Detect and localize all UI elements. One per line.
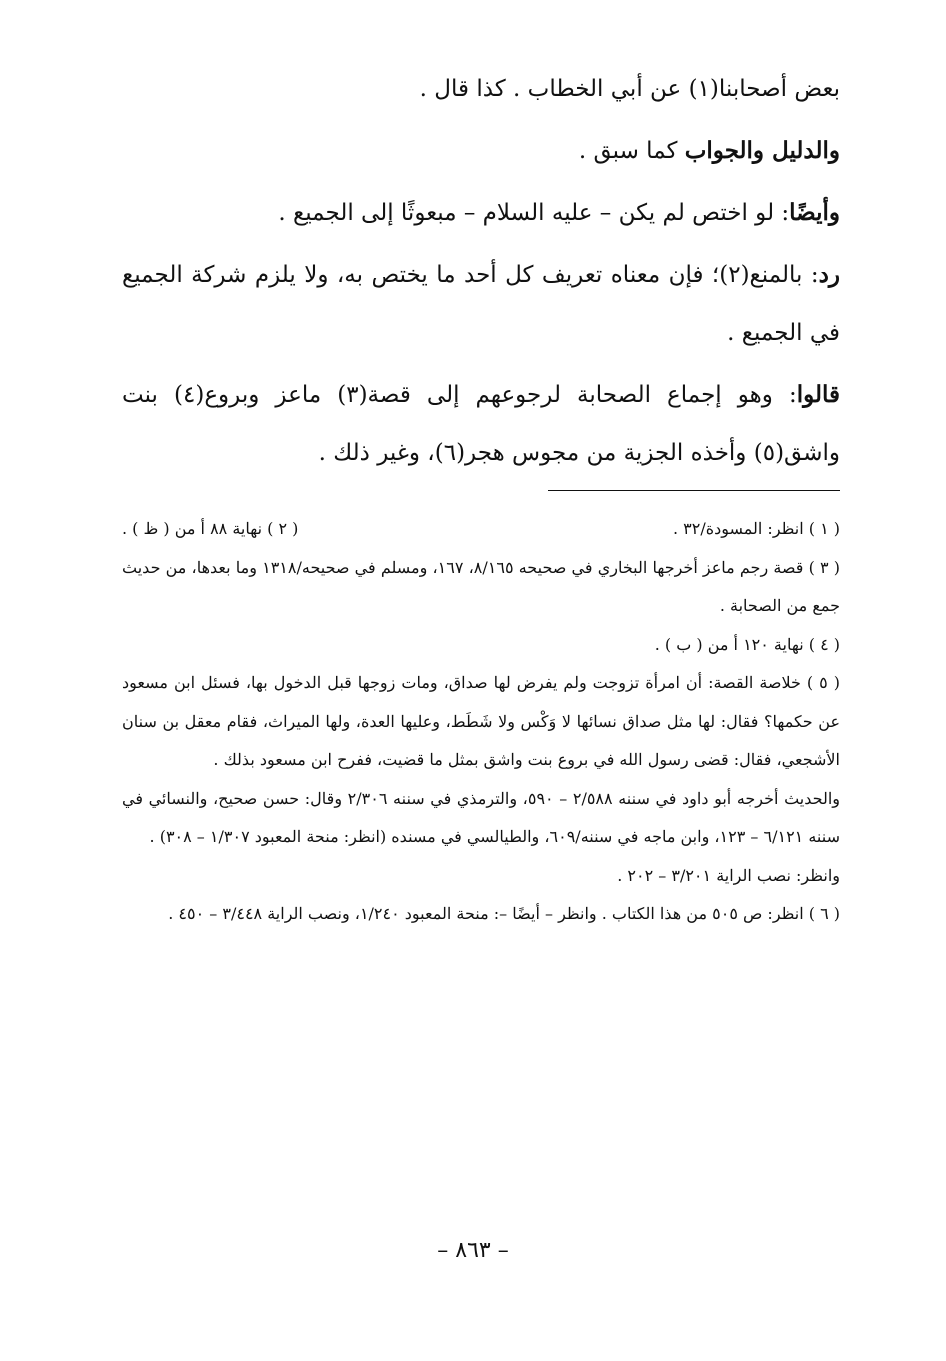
main-text-1: بعض أصحابنا(١) عن أبي الخطاب . كذا قال . [419,76,840,102]
lead-word-3: وأيضًا [789,199,840,226]
footnote-3: ( ٣ ) قصة رجم ماعز أخرجها البخاري في صحيحه ٨/١٦٥، ١٦٧، ومسلم في صحيحه/١٣١٨ وما بعدها، من حديث جمع من الصحابة . [122,557,841,615]
lead-word-5: قالوا [796,381,841,408]
footnote-row-1-2 [122,510,840,549]
main-paragraph-5 [122,366,840,482]
footnotes [122,510,840,934]
main-paragraph-1 [122,60,840,118]
lead-word-2: والدليل والجواب [684,137,840,164]
main-text-2: كما سبق . [578,138,685,164]
lead-word-4: رد [818,261,840,288]
footnote-1: ( ١ ) انظر: المسودة/٣٢ . [672,519,840,538]
footnote-4: ( ٤ ) نهاية ١٢٠ أ من ( ب ) . [654,634,840,654]
main-paragraph-2 [122,122,840,180]
main-text-4: : بالمنع(٢)؛ فإن معناه تعريف كل أحد ما يختص به، ولا يلزم شركة الجميع في الجميع . [122,262,840,346]
main-paragraph-4 [122,246,840,362]
footnote-2: ( ٢ ) نهاية ٨٨ أ من ( ظ ) . [122,519,299,538]
footnote-5-hadith: والحديث أخرجه أبو داود في سننه ٢/٥٨٨ – ٥٩٠، والترمذي في سننه ٢/٣٠٦ وقال: حسن صحيح، والنسائي في سننه ٦/١٢١ – ١٢٣، وابن ماجه في سننه/٦٠٩، والطيالسي في مسنده (انظر: منحة المعبود ١/٣٠٧ – ٣٠٨) . [122,788,841,846]
main-text-5: : وهو إجماع الصحابة لرجوعهم إلى قصة(٣) ماعز وبروع(٤) بنت واشق(٥) وأخذه الجزية من مجوس هجر(٦)، وغير ذلك . [122,382,840,466]
footnote-5-see-also: وانظر: نصب الراية ٣/٢٠١ – ٢٠٢ . [617,865,840,885]
main-text-3: : لو اختص لم يكن – عليه السلام – مبعوثًا إلى الجميع . [278,200,790,226]
footnote-separator [548,490,840,491]
page-body [122,60,841,923]
footnote-5: ( ٥ ) خلاصة القصة: أن امرأة تزوجت ولم يفرض لها صداق، ومات زوجها قبل الدخول بها، فسئل ابن مسعود عن حكمها؟ فقال: لها مثل صداق نسائها لا وَكْس ولا شَطَط، وعليها العدة، ولها الميراث، فقام معقل بن سنان الأشجعي، فقال: قضى رسول الله في بروع بنت واشق بمثل ما قضيت، ففرح ابن مسعود بذلك . [122,673,840,769]
footnote-6: ( ٦ ) انظر: ص ٥٠٥ من هذا الكتاب . وانظر – أيضًا –: منحة المعبود ١/٢٤٠، ونصب الراية ٣/٤٤٨ – ٤٥٠ . [168,904,840,923]
main-paragraph-3 [122,184,840,242]
page-number: – ٨٦٣ – [437,1238,509,1263]
